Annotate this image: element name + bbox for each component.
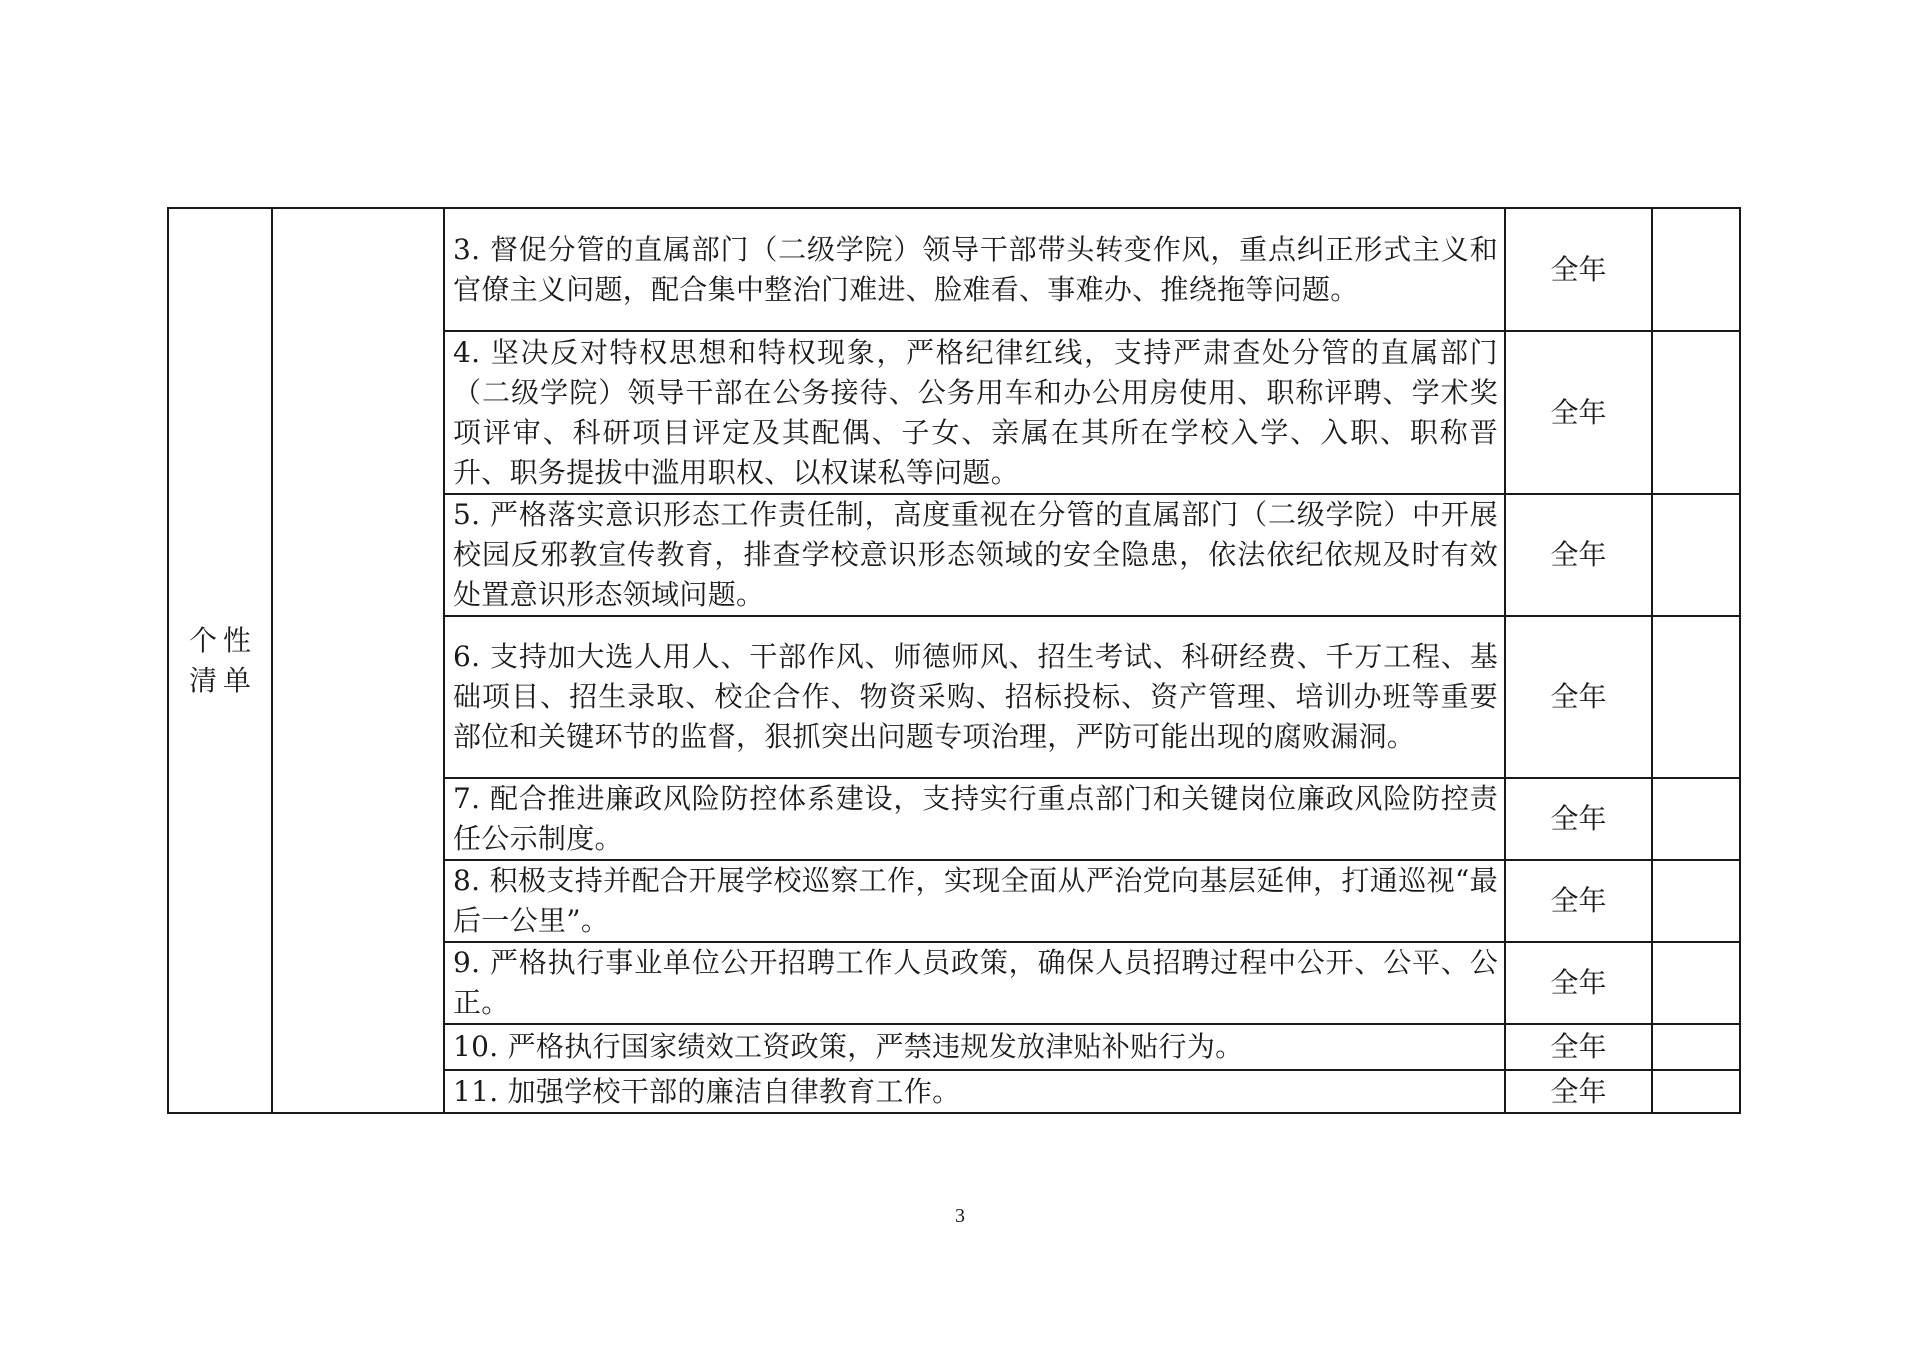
item-text: 10. 严格执行国家绩效工资政策，严禁违规发放津贴补贴行为。 <box>444 1024 1505 1070</box>
item-period: 全年 <box>1505 860 1652 942</box>
item-text: 11. 加强学校干部的廉洁自律教育工作。 <box>444 1070 1505 1113</box>
item-note <box>1652 942 1740 1024</box>
item-text: 4. 坚决反对特权思想和特权现象，严格纪律红线，支持严肃查处分管的直属部门（二级学院）领导干部在公务接待、公务用车和办公用房使用、职称评聘、学术奖项评审、科研项目评定及其配偶、子女、亲属在其所在学校入学、入职、职称晋升、职务提拔中滥用职权、以权谋私等问题。 <box>444 331 1505 494</box>
item-note <box>1652 331 1740 494</box>
item-period: 全年 <box>1505 1024 1652 1070</box>
item-text: 7. 配合推进廉政风险防控体系建设，支持实行重点部门和关键岗位廉政风险防控责任公示制度。 <box>444 778 1505 860</box>
item-period: 全年 <box>1505 208 1652 331</box>
item-text: 9. 严格执行事业单位公开招聘工作人员政策，确保人员招聘过程中公开、公平、公正。 <box>444 942 1505 1024</box>
item-note <box>1652 860 1740 942</box>
table-row <box>168 208 1740 331</box>
category-cell <box>168 208 272 1113</box>
item-period: 全年 <box>1505 616 1652 778</box>
item-text: 6. 支持加大选人用人、干部作风、师德师风、招生考试、科研经费、千万工程、基础项目、招生录取、校企合作、物资采购、招标投标、资产管理、培训办班等重要部位和关键环节的监督，狠抓突出问题专项治理，严防可能出现的腐败漏洞。 <box>444 616 1505 778</box>
item-text: 3. 督促分管的直属部门（二级学院）领导干部带头转变作风，重点纠正形式主义和官僚主义问题，配合集中整治门难进、脸难看、事难办、推绕拖等问题。 <box>444 208 1505 331</box>
responsibility-table <box>167 207 1741 1114</box>
item-note <box>1652 616 1740 778</box>
item-period: 全年 <box>1505 942 1652 1024</box>
item-note <box>1652 208 1740 331</box>
item-text: 5. 严格落实意识形态工作责任制，高度重视在分管的直属部门（二级学院）中开展校园反邪教宣传教育，排查学校意识形态领域的安全隐患，依法依纪依规及时有效处置意识形态领域问题。 <box>444 494 1505 616</box>
item-note <box>1652 1070 1740 1113</box>
item-period: 全年 <box>1505 778 1652 860</box>
item-text: 8. 积极支持并配合开展学校巡察工作，实现全面从严治党向基层延伸，打通巡视“最后一公里”。 <box>444 860 1505 942</box>
subcategory-cell <box>272 208 444 1113</box>
item-note <box>1652 1024 1740 1070</box>
page-number: 3 <box>955 1205 965 1227</box>
item-period: 全年 <box>1505 494 1652 616</box>
category-label-line1: 个性 <box>188 623 257 657</box>
category-label-line2: 清单 <box>188 663 257 697</box>
item-period: 全年 <box>1505 331 1652 494</box>
item-note <box>1652 778 1740 860</box>
item-note <box>1652 494 1740 616</box>
item-period: 全年 <box>1505 1070 1652 1113</box>
